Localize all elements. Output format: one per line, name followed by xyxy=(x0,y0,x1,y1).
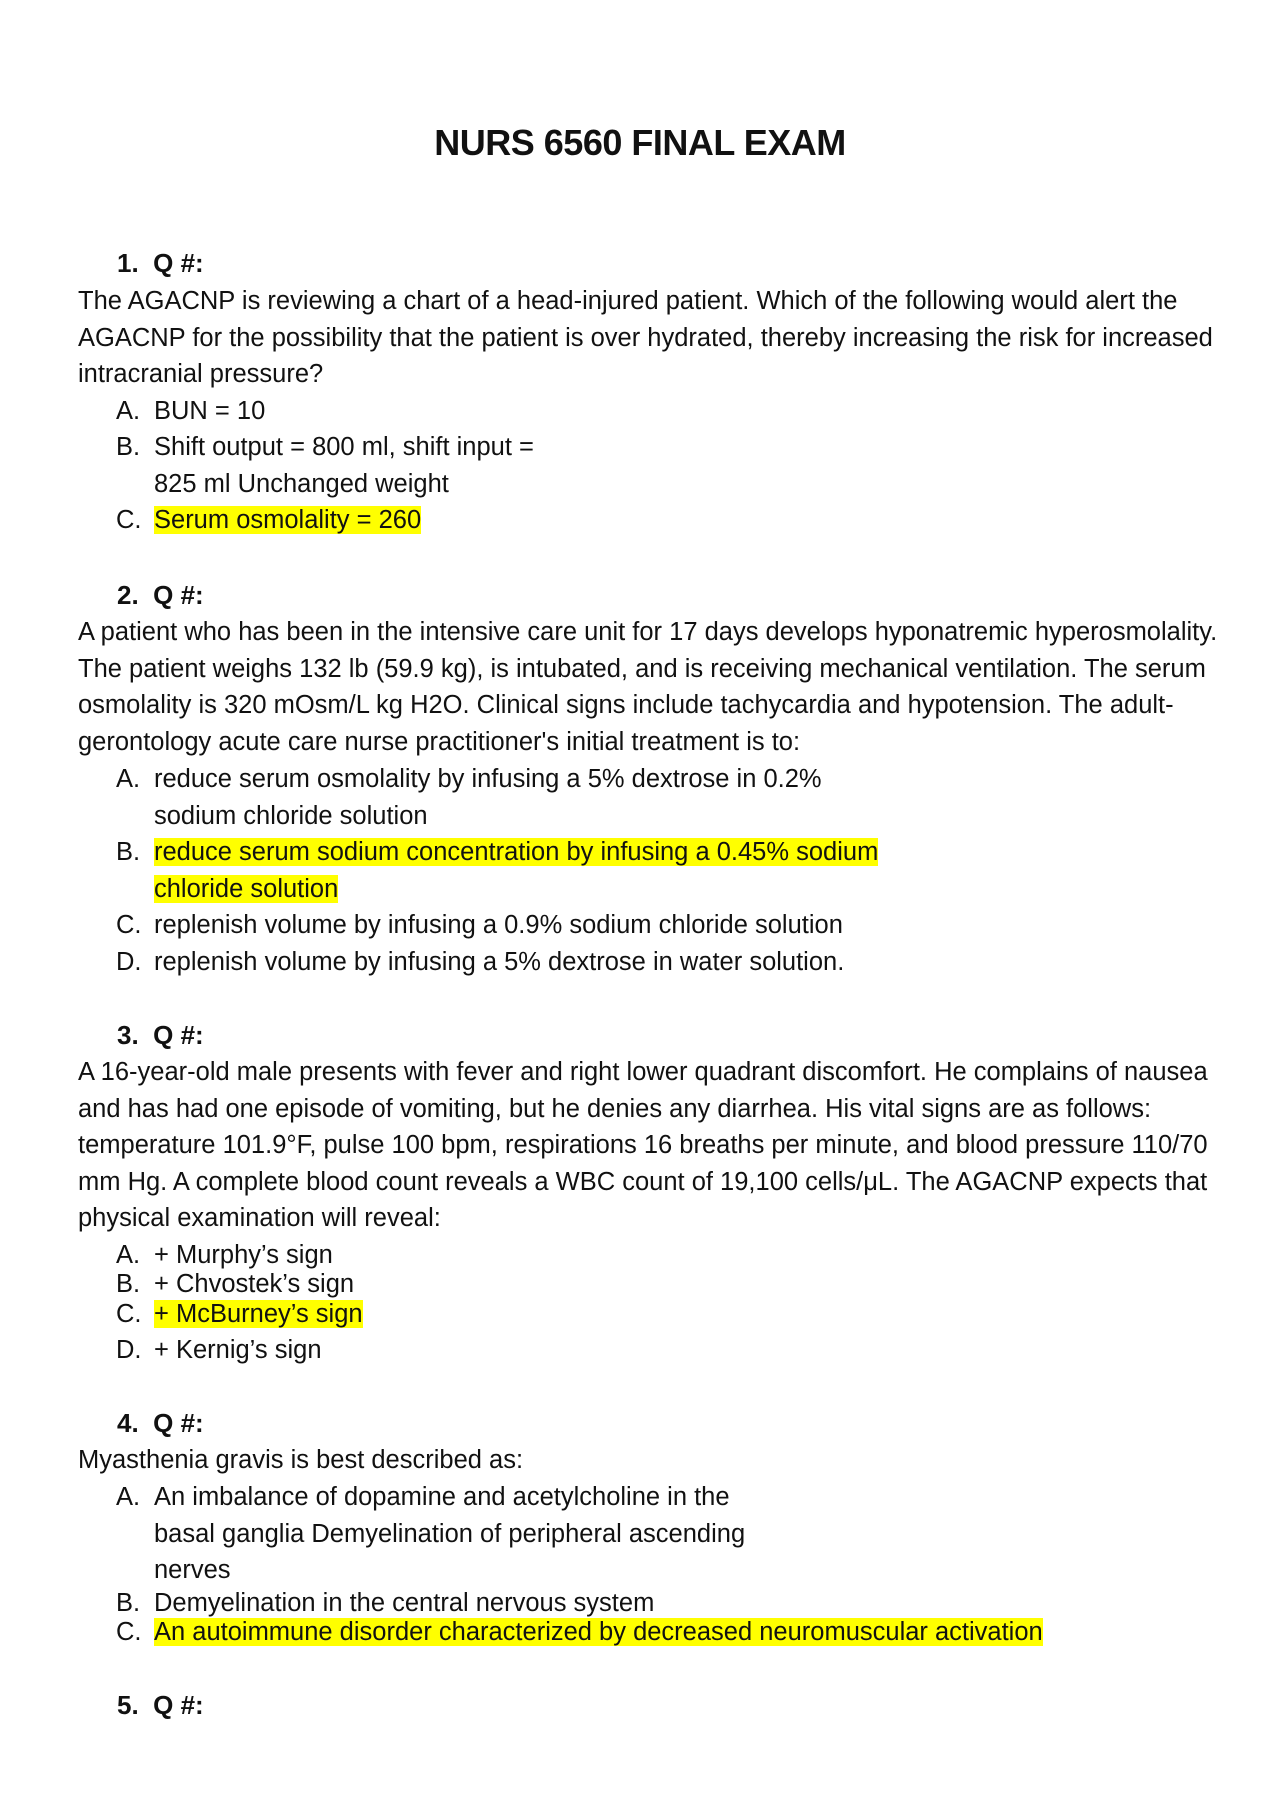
option-letter: C. xyxy=(116,911,142,939)
question-label: Q #: xyxy=(153,1408,204,1438)
option-text: An imbalance of dopamine and acetylcholine in the xyxy=(154,1483,730,1511)
option-text: replenish volume by infusing a 0.9% sodium chloride solution xyxy=(154,911,843,939)
answer-option xyxy=(116,761,1116,834)
question-number xyxy=(117,1020,204,1051)
answer-option xyxy=(116,944,1116,981)
highlighted-answer: Serum osmolality = 260 xyxy=(154,506,422,534)
highlighted-answer-continued: chloride solution xyxy=(154,874,339,903)
question-stem: Myasthenia gravis is best described as: xyxy=(78,1446,524,1474)
option-text: Demyelination in the central nervous system xyxy=(154,1589,655,1617)
highlighted-answer: reduce serum sodium concentration by infusing a 0.45% sodium xyxy=(154,838,879,866)
page-title: NURS 6560 FINAL EXAM xyxy=(434,122,846,163)
option-text: + Murphy’s sign xyxy=(154,1241,333,1269)
option-letter: B. xyxy=(116,1589,141,1617)
question-label: Q #: xyxy=(153,580,204,610)
answer-option xyxy=(116,393,1116,430)
option-text-continued: basal ganglia Demyelination of peripheral ascending xyxy=(154,1519,746,1548)
question-index: 4. xyxy=(117,1408,139,1438)
option-letter: A. xyxy=(116,1483,141,1511)
highlighted-answer: + McBurney’s sign xyxy=(154,1300,363,1328)
option-text: + Kernig’s sign xyxy=(154,1336,322,1364)
option-text: + Chvostek’s sign xyxy=(154,1270,355,1298)
option-letter: C. xyxy=(116,506,142,534)
option-letter: C. xyxy=(116,1618,142,1646)
question-index: 3. xyxy=(117,1020,139,1050)
option-letter: C. xyxy=(116,1300,142,1328)
answer-option-correct xyxy=(116,1296,1116,1333)
option-letter: B. xyxy=(116,1270,141,1298)
option-text: reduce serum osmolality by infusing a 5% dextrose in 0.2% xyxy=(154,765,822,793)
question-number xyxy=(117,1408,204,1439)
answer-option-correct xyxy=(116,502,1116,539)
question-index: 1. xyxy=(117,248,139,278)
option-text: BUN = 10 xyxy=(154,397,266,425)
question-index: 2. xyxy=(117,580,139,610)
highlighted-answer: An autoimmune disorder characterized by decreased neuromuscular activation xyxy=(154,1618,1043,1646)
question-number xyxy=(117,248,204,279)
question-label: Q #: xyxy=(153,248,204,278)
option-letter: D. xyxy=(116,1336,142,1364)
question-stem: A patient who has been in the intensive care unit for 17 days develops hyponatremic hyperosmolality. The patient weighs 132 lb (59.9 kg), is intubated, and is receiving mechanical ventilation. The serum osmolality is 320 mOsm/L kg H2O. Clinical signs include tachycardia and hypotension. The adult-gerontology acute care nurse practitioner's initial treatment is to: xyxy=(78,618,1218,756)
question-index: 5. xyxy=(117,1690,139,1720)
answer-option xyxy=(116,429,1116,502)
answer-option-correct xyxy=(116,1614,1236,1651)
option-text-continued: nerves xyxy=(154,1556,231,1584)
option-letter: A. xyxy=(116,1241,141,1269)
question-number xyxy=(117,580,204,611)
question-label: Q #: xyxy=(153,1690,204,1720)
question-stem: A 16-year-old male presents with fever and right lower quadrant discomfort. He complains of nausea and has had one episode of vomiting, but he denies any diarrhea. His vital signs are as follows: temperature 101.9°F, pulse 100 bpm, respirations 16 breaths per minute, and blood pressure 110/70 mm Hg. A complete blood count reveals a WBC count of 19,100 cells/μL. The AGACNP expects that physical examination will reveal: xyxy=(78,1058,1208,1232)
question-number xyxy=(117,1690,204,1721)
option-letter: B. xyxy=(116,838,141,866)
option-text-continued: 825 ml Unchanged weight xyxy=(154,469,449,498)
answer-option-correct xyxy=(116,834,1116,907)
option-letter: A. xyxy=(116,765,141,793)
option-letter: D. xyxy=(116,948,142,976)
option-text: Shift output = 800 ml, shift input = xyxy=(154,433,534,461)
option-letter: A. xyxy=(116,397,141,425)
option-text-continued: sodium chloride solution xyxy=(154,801,428,830)
option-letter: B. xyxy=(116,433,141,461)
option-text: replenish volume by infusing a 5% dextrose in water solution. xyxy=(154,948,845,976)
question-label: Q #: xyxy=(153,1020,204,1050)
question-stem: The AGACNP is reviewing a chart of a head-injured patient. Which of the following would alert the AGACNP for the possibility that the patient is over hydrated, thereby increasing the risk for increased intracranial pressure? xyxy=(78,287,1213,388)
answer-option xyxy=(116,1332,1116,1369)
answer-option xyxy=(116,907,1116,944)
answer-option xyxy=(116,1479,1116,1589)
